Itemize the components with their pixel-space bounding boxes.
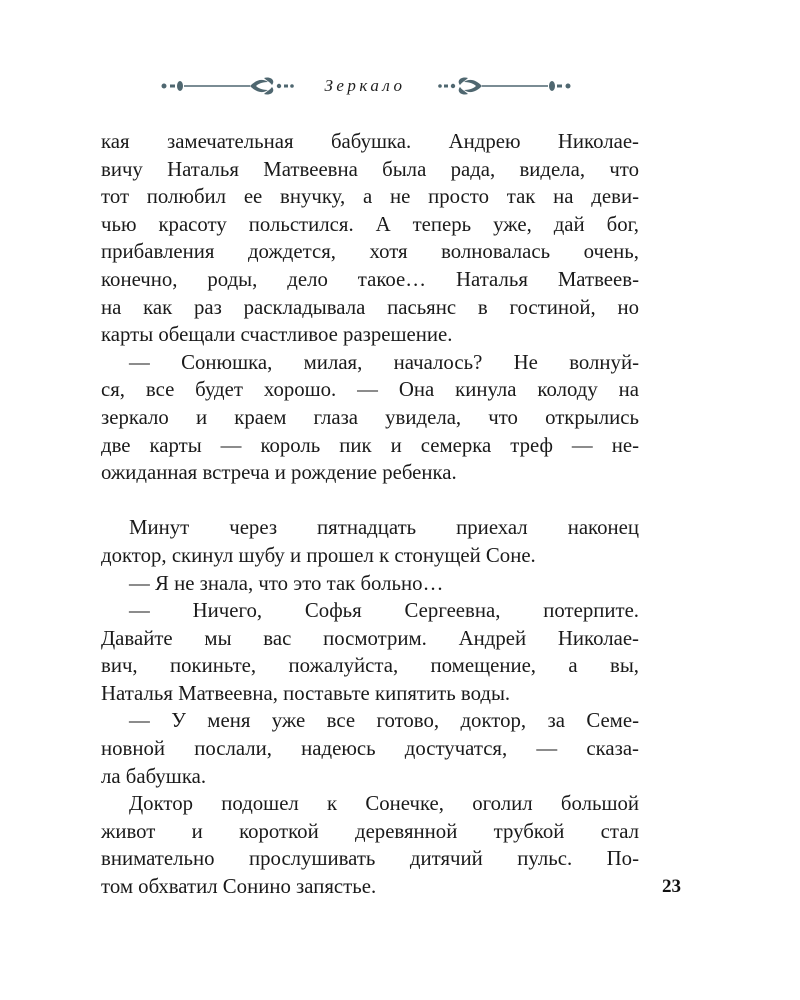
text-line: Давайте мы вас посмотрим. Андрей Николае-	[101, 626, 639, 650]
paragraph	[101, 349, 639, 487]
right-flourish-ornament	[438, 74, 574, 98]
text-line: карты обещали счастливое разрешение.	[101, 323, 453, 347]
text-line: внимательно прослушивать дитячий пульс. По-	[101, 847, 639, 871]
paragraph	[101, 707, 639, 790]
running-header	[0, 74, 800, 102]
paragraph	[101, 514, 639, 569]
running-title: Зеркало	[324, 76, 406, 95]
text-line: кая замечательная бабушка. Андрею Николае-	[101, 130, 639, 153]
text-line: Доктор подошел к Сонечке, оголил большой	[129, 792, 639, 816]
text-line: ся, все будет хорошо. — Она кинула колоду на	[101, 378, 639, 402]
text-line: на как раз раскладывала пасьянс в гостиной, но	[101, 295, 639, 319]
text-line: — У меня уже все готово, доктор, за Семе-	[129, 709, 639, 733]
text-line: чью красоту польстился. А теперь уже, дай бог,	[101, 212, 639, 236]
text-line: доктор, скинул шубу и прошел к стонущей Соне.	[101, 543, 536, 567]
text-line: тот полюбил ее внучку, а не просто так на деви-	[101, 185, 639, 209]
section-break	[101, 487, 639, 515]
text-line: живот и короткой деревянной трубкой стал	[101, 819, 639, 843]
paragraph	[101, 597, 639, 707]
text-line: том обхватил Сонино запястье.	[101, 875, 377, 899]
text-line: две карты — король пик и семерка треф — не-	[101, 433, 639, 457]
paragraph	[101, 570, 639, 598]
text-line: зеркало и краем глаза увидела, что открылись	[101, 405, 639, 429]
text-line: вичу Наталья Матвеевна была рада, видела, что	[101, 157, 639, 181]
left-flourish-ornament	[158, 74, 294, 98]
text-line: — Ничего, Софья Сергеевна, потерпите.	[129, 599, 639, 623]
text-line: Минут через пятнадцать приехал наконец	[129, 516, 639, 540]
text-line: вич, покиньте, пожалуйста, помещение, а вы,	[101, 654, 639, 678]
text-line: — Сонюшка, милая, началось? Не волнуй-	[129, 350, 639, 374]
paragraph	[101, 128, 639, 349]
paragraph	[101, 790, 639, 900]
body-text	[101, 128, 639, 901]
text-line: конечно, роды, дело такое… Наталья Матвеев-	[101, 267, 639, 291]
text-line: Наталья Матвеевна, поставьте кипятить воды.	[101, 681, 511, 705]
text-line: — Я не знала, что это так больно…	[129, 571, 444, 595]
text-line: ла бабушка.	[101, 764, 207, 788]
text-line: ожиданная встреча и рождение ребенка.	[101, 461, 457, 485]
text-line: новной послали, надеюсь достучатся, — сказа-	[101, 737, 639, 761]
text-line: прибавления дождется, хотя волновалась очень,	[101, 240, 639, 264]
page-number: 23	[662, 876, 681, 897]
